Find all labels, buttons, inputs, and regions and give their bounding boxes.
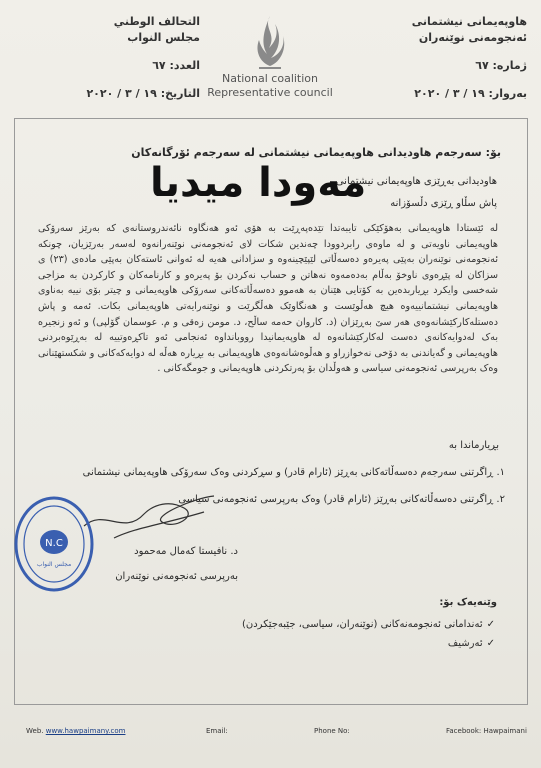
flame-logo-icon xyxy=(253,14,287,72)
signer-name: د. نافیستا کەمال مەحمود xyxy=(134,546,238,557)
check-icon: ✓ xyxy=(486,619,495,630)
copy-item-1: ✓ئەندامانی ئەنجومەنەکانی (نوێنەران، سیاسی، جێبەجێکردن) xyxy=(241,619,495,630)
media-watermark: مەودا میدیا xyxy=(150,160,367,206)
date-arabic: التاريخ: ١٩ / ٣ / ٢٠٢٠ xyxy=(86,87,200,100)
header-arabic xyxy=(60,14,200,102)
seal-initials: N.C xyxy=(45,538,63,549)
org-name-arabic: التحالف الوطني xyxy=(113,15,200,28)
address-line-1: هاودیدانی بەڕێزی هاوپەیمانی نیشتمانی xyxy=(335,176,497,187)
decided-label: بڕیارماندا بە xyxy=(448,440,499,451)
header-kurdish xyxy=(377,14,527,102)
number-kurdish: ژمارە: ٦٧ xyxy=(475,59,527,72)
logo-text-line1: National coalition xyxy=(221,72,319,85)
copies-title: وێنەیەک بۆ: xyxy=(439,597,497,608)
date-kurdish: بەروار: ١٩ / ٣ / ٢٠٢٠ xyxy=(414,87,527,100)
check-icon: ✓ xyxy=(486,638,495,649)
logo xyxy=(200,14,340,114)
logo-text-line2: Representative council xyxy=(207,86,333,99)
copy-item-2: ✓ئەرشیف xyxy=(447,638,495,649)
footer-email: Email: xyxy=(206,727,228,735)
seal-caption: مجلس النواب xyxy=(36,561,72,568)
greeting-line: پاش سڵاو ڕێزی دڵسۆزانە xyxy=(390,198,497,209)
decision-item-2: ٢. ڕاگرتنی دەسەڵاتەکانی بەڕێز (ئارام قادر) وەک بەرپرسی ئەنجومەنی سیاسی xyxy=(178,494,505,505)
footer-website: Web. www.hawpaimany.com xyxy=(26,727,126,735)
website-link[interactable]: www.hawpaimany.com xyxy=(45,727,126,735)
decision-item-1: ١. ڕاگرتنی سەرجەم دەسەڵاتەکانی بەڕێز (ئارام قادر) و سڕکردنی وەک سەرۆکی هاوپەیمانی نیشتمانی xyxy=(82,467,505,478)
handwritten-signature xyxy=(74,478,224,548)
recipient-line: بۆ: سەرجەم هاودیدانی هاوپەیمانی نیشتمانی لە سەرجەم ئۆرگانەکان xyxy=(131,146,501,159)
number-arabic: العدد: ٦٧ xyxy=(152,59,200,72)
council-name-arabic: مجلس النواب xyxy=(127,31,200,44)
signer-title: بەرپرسی ئەنجومەنی نوێنەران xyxy=(115,571,238,582)
org-name-kurdish: هاوپەیمانی نیشتمانی xyxy=(411,15,527,28)
footer-facebook: Facebook: Hawpaimani xyxy=(446,727,527,735)
official-seal xyxy=(12,494,96,594)
council-name-kurdish: ئەنجومەنی نوێنەران xyxy=(418,31,527,44)
letter-body: لە ئێستادا هاوپەیمانی بەهۆکێکی تایبەتدا تێدەپەڕێت بە هۆی ئەو هەنگاوە نائەندروستانەی کە بەرێز سەرۆکی هاوپەیمانی ناویەتی و لە ماوەی رابردوودا چەندین شکات لای ئەنجومەنی نوێنەرانەوە لەسەر بەرێزیان، چونکە ئەنجومەنی نوێنەران بەپێی پەیرەو دەسەڵاتی لێپێچینەوە و سزادانی هەیە لە ئەوانی ئاستەکان بەپێی مادەی (٢٣) ی سزاکان لە پێڕەوی ناوخۆ بەڵام بەدەمەوە نەهاتن و حساب نەکردن بۆ پەیرەو و کارنامەکان و کارکردن بە مزاجی شەخسی وایکرد بڕیاربدەین بە کۆتایی هێنان بە هەموو دەسەڵاتەکانی سەرۆکی هاوپەیمانی و چیتر بۆی نییە بەناوی هاوپەیمانی نیشتمانییەوە هیچ هەڵوێست و هەنگاوێک هەڵگرێت و نوێنەرایەتی هاوپەیمانی بکات. ئەمە و پاش دەستلەکارکێشانەوەی هەر سێ بەڕێزان (د. کاروان حەمە ساڵح، د. مومن زەقی و م. عوسمان گۆلپی) و ئەو زنجیرە بەک لەدوایەکانەی دەست لەکارکێشانەوە لە هاوپەیمانیدا رووبانداوە ئەنجامی ئەو تاکڕەوتییە لە بەڕێوەبردنی هاوپەیمانی و گەیاندنی بە دۆخی نەخوازراو و هەڵوەشانەوەی هاوپەیمانی بە بڕیارە هەڵە لە دوایەکەکانی و شکستهێنانی وەک بەرپرسی ئەنجومەنی سیاسی و هەوڵدان بۆ پەرتکردنی هاوپەیمانی و جومگەکانی . xyxy=(38,223,498,375)
footer-phone: Phone No: xyxy=(314,727,350,735)
